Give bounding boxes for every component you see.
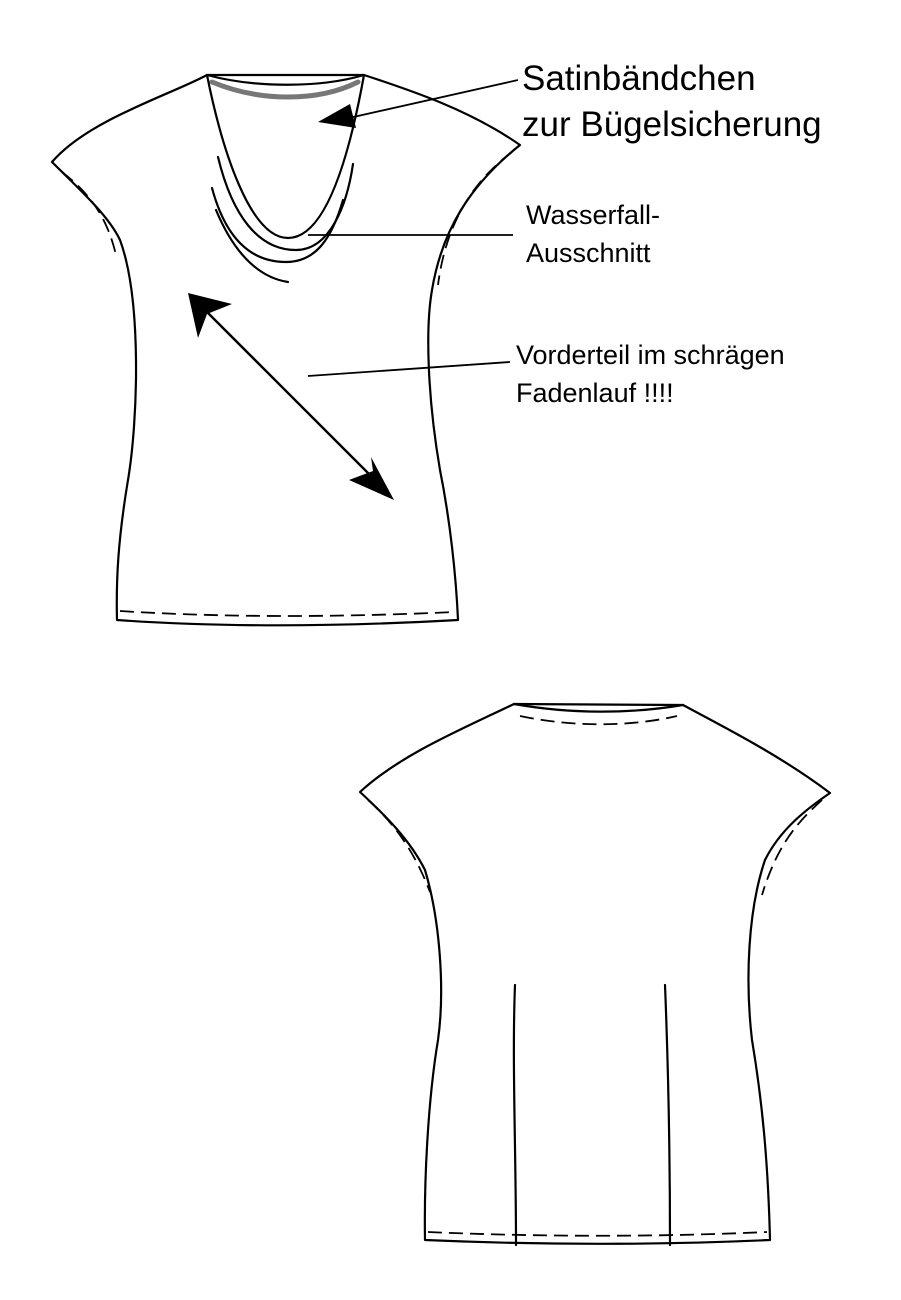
back-neckline-stitch <box>520 716 677 724</box>
front-armhole-stitch-left <box>62 172 116 255</box>
front-piece-label <box>516 336 785 412</box>
front-outline <box>52 75 520 625</box>
satin-label-line-2: zur Bügelsicherung <box>522 105 822 144</box>
grain-line <box>200 305 378 483</box>
front-label-line-1: Vorderteil im schrägen <box>516 340 785 370</box>
back-armhole-stitch-left <box>368 800 430 892</box>
front-view <box>52 75 520 625</box>
satin-ribbon-label <box>522 56 822 148</box>
satin-label-line-1: Satinbändchen <box>522 59 756 98</box>
satin-leader-line <box>340 80 518 120</box>
front-leader-line <box>308 362 510 376</box>
satin-leader-arrowhead <box>318 104 356 128</box>
front-label-line-2: Fadenlauf !!!! <box>516 378 674 408</box>
back-outline <box>360 704 830 1244</box>
back-seam-right <box>665 985 670 1245</box>
cowl-label-line-1: Wasserfall- <box>526 200 661 230</box>
front-armhole-stitch-right <box>438 152 512 285</box>
front-hem-stitch <box>120 611 455 616</box>
back-seam-left <box>514 985 516 1245</box>
back-view <box>360 704 830 1245</box>
cowl-label-line-2: Ausschnitt <box>526 238 651 268</box>
back-hem-stitch <box>428 1232 767 1236</box>
front-neckline <box>207 75 364 85</box>
grain-arrowhead-bottom <box>349 457 394 500</box>
cowl-neckline-label <box>526 196 660 272</box>
cowl-fold-2 <box>218 157 353 250</box>
